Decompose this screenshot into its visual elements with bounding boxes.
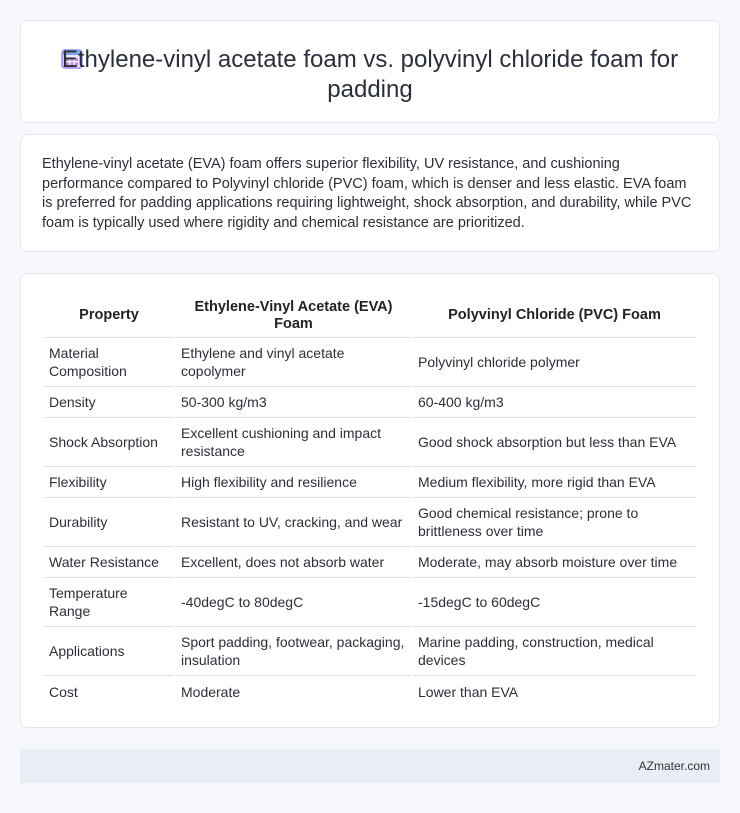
pvc-cell: Marine padding, construction, medical devices (413, 627, 696, 676)
pvc-cell: 60-400 kg/m3 (413, 387, 696, 418)
table-row (44, 387, 696, 418)
table-row (44, 547, 696, 578)
pvc-cell: Polyvinyl chloride polymer (413, 338, 696, 387)
table-row (44, 467, 696, 498)
eva-cell: -40degC to 80degC (176, 578, 411, 627)
comparison-table-card (20, 273, 720, 728)
table-row (44, 578, 696, 627)
footer-bar (20, 749, 720, 783)
table-row (44, 498, 696, 547)
pvc-cell: Moderate, may absorb moisture over time (413, 547, 696, 578)
pvc-cell: Good shock absorption but less than EVA (413, 418, 696, 467)
eva-cell: Excellent cushioning and impact resistance (176, 418, 411, 467)
property-cell: Temperature Range (44, 578, 174, 627)
page-title: Ethylene-vinyl acetate foam vs. polyvinyl chloride foam for padding (61, 46, 679, 103)
property-cell: Density (44, 387, 174, 418)
pvc-cell: Lower than EVA (418, 683, 519, 700)
title-card (20, 20, 720, 123)
table-row (44, 676, 696, 707)
property-cell: Material Composition (44, 338, 174, 387)
header-property: Property (44, 294, 174, 338)
pvc-cell: Good chemical resistance; prone to brittleness over time (413, 498, 696, 547)
table-row (44, 627, 696, 676)
description-card (20, 134, 720, 252)
footer-brand: AZmater.com (638, 759, 710, 773)
eva-cell: Resistant to UV, cracking, and wear (176, 498, 411, 547)
eva-cell: Sport padding, footwear, packaging, insulation (176, 627, 411, 676)
pvc-cell: Medium flexibility, more rigid than EVA (413, 467, 696, 498)
description-text: Ethylene-vinyl acetate (EVA) foam offers superior flexibility, UV resistance, and cushioning performance compared to Polyvinyl chloride (PVC) foam, which is denser and less elastic. EVA foam is preferred for padding applications requiring lightweight, shock absorption, and durability, while PVC foam is typically used where rigidity and chemical resistance are prioritized. (42, 156, 692, 231)
property-cell: Durability (44, 498, 174, 547)
header-pvc: Polyvinyl Chloride (PVC) Foam (413, 294, 696, 338)
eva-cell: Excellent, does not absorb water (176, 547, 411, 578)
property-cell: Cost (49, 683, 78, 700)
pvc-cell: -15degC to 60degC (413, 578, 696, 627)
eva-cell: Moderate (181, 683, 241, 700)
table-row (44, 418, 696, 467)
table-row (44, 338, 696, 387)
eva-cell: 50-300 kg/m3 (176, 387, 411, 418)
property-cell: Shock Absorption (44, 418, 174, 467)
eva-cell: Ethylene and vinyl acetate copolymer (176, 338, 411, 387)
property-cell: Flexibility (44, 467, 174, 498)
property-cell: Applications (44, 627, 174, 676)
table-header-row (44, 294, 696, 338)
comparison-table (42, 294, 698, 707)
header-eva: Ethylene-Vinyl Acetate (EVA) Foam (176, 294, 411, 338)
eva-cell: High flexibility and resilience (176, 467, 411, 498)
property-cell: Water Resistance (44, 547, 174, 578)
